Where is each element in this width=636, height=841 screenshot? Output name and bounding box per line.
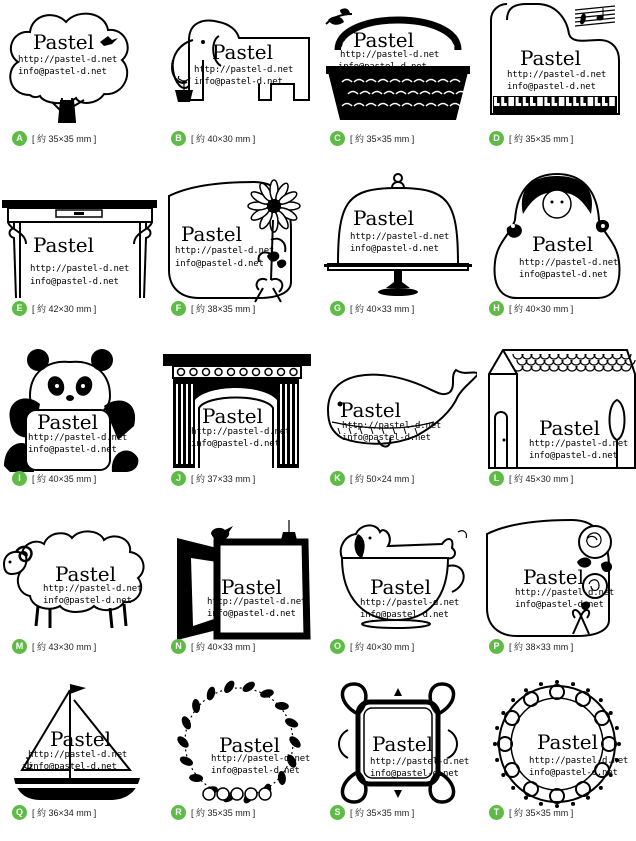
- stamp-name: Pastel: [353, 206, 415, 230]
- stamp-name: Pastel: [537, 730, 599, 754]
- stamp-item-s: [318, 674, 477, 841]
- stamp-email: info@pastel-d.net: [342, 433, 431, 443]
- stamp-item-m: [0, 508, 159, 675]
- stamp-url: http://pastel-d.net: [207, 597, 307, 607]
- stamp-item-o: [318, 508, 477, 675]
- stamp-caption: [159, 300, 318, 318]
- stamp-name: Pastel: [50, 727, 112, 751]
- stamp-size-label: [ 約 40×30 mm ]: [350, 642, 415, 652]
- stamp-item-f: [159, 170, 318, 337]
- stamp-name: Pastel: [221, 575, 283, 599]
- stamp-name: Pastel: [353, 28, 415, 52]
- stamp-url: http://pastel-d.net: [340, 50, 440, 60]
- stamp-size-label: [ 約 40×35 mm ]: [32, 474, 97, 484]
- stamp-letter-badge: N: [171, 639, 186, 654]
- stamp-caption: [318, 300, 477, 318]
- stamp-caption: [0, 804, 159, 822]
- stamp-caption: [159, 804, 318, 822]
- stamp-url: http://pastel-d.net: [211, 754, 311, 764]
- stamp-letter-badge: S: [330, 805, 345, 820]
- stamp-size-label: [ 約 36×34 mm ]: [32, 808, 97, 818]
- stamp-email: info@pastel-d.net: [175, 259, 264, 269]
- stamp-url: http://pastel-d.net: [28, 750, 128, 760]
- stamp-letter-badge: T: [489, 805, 504, 820]
- stamp-url: http://pastel-d.net: [30, 264, 130, 274]
- stamp-item-h: [477, 170, 636, 337]
- stamp-size-label: [ 約 40×30 mm ]: [509, 304, 574, 314]
- stamp-letter-badge: E: [12, 301, 27, 316]
- stamp-caption: [318, 470, 477, 488]
- stamp-letter-badge: L: [489, 471, 504, 486]
- stamp-name: Pastel: [539, 416, 601, 440]
- stamp-size-label: [ 約 35×35 mm ]: [350, 808, 415, 818]
- stamp-caption: [477, 300, 636, 318]
- stamp-size-label: [ 約 40×30 mm ]: [191, 134, 256, 144]
- stamp-letter-badge: H: [489, 301, 504, 316]
- stamp-caption: [477, 470, 636, 488]
- stamp-size-label: [ 約 35×35 mm ]: [32, 134, 97, 144]
- stamp-email: info@pastel-d.net: [519, 270, 608, 280]
- stamp-url: http://pastel-d.net: [194, 65, 294, 75]
- stamp-url: http://pastel-d.net: [175, 246, 275, 256]
- stamp-letter-badge: A: [12, 131, 27, 146]
- stamp-item-j: [159, 340, 318, 507]
- stamp-item-k: [318, 340, 477, 507]
- stamp-email: info@pastel-d.net: [30, 277, 119, 287]
- stamp-item-g: [318, 170, 477, 337]
- stamp-email: info@pastel-d.net: [18, 67, 107, 77]
- stamp-url: http://pastel-d.net: [529, 756, 629, 766]
- stamp-letter-badge: J: [171, 471, 186, 486]
- stamp-letter-badge: P: [489, 639, 504, 654]
- stamp-item-p: [477, 508, 636, 675]
- stamp-name: Pastel: [372, 732, 434, 756]
- stamp-caption: [318, 130, 477, 148]
- stamp-name: Pastel: [37, 410, 99, 434]
- stamp-letter-badge: R: [171, 805, 186, 820]
- stamp-size-label: [ 約 35×35 mm ]: [509, 808, 574, 818]
- stamp-item-a: [0, 0, 159, 167]
- stamp-caption: [318, 804, 477, 822]
- stamp-email: info@pastel-d.net: [370, 769, 459, 779]
- stamp-size-label: [ 約 40×33 mm ]: [191, 642, 256, 652]
- stamp-item-b: [159, 0, 318, 167]
- stamp-email: info@pastel-d.net: [28, 445, 117, 455]
- stamp-email: info@pastel-d.net: [194, 77, 283, 87]
- stamp-letter-badge: C: [330, 131, 345, 146]
- stamp-size-label: [ 約 37×33 mm ]: [191, 474, 256, 484]
- stamp-url: http://pastel-d.net: [515, 588, 615, 598]
- stamp-name: Pastel: [340, 398, 402, 422]
- stamp-name: Pastel: [219, 733, 281, 757]
- stamp-item-d: [477, 0, 636, 167]
- stamp-letter-badge: G: [330, 301, 345, 316]
- stamp-item-q: [0, 674, 159, 841]
- stamp-size-label: [ 約 45×30 mm ]: [509, 474, 574, 484]
- stamp-url: http://pastel-d.net: [28, 433, 128, 443]
- stamp-item-i: [0, 340, 159, 507]
- stamp-url: http://pastel-d.net: [191, 427, 291, 437]
- stamp-letter-badge: F: [171, 301, 186, 316]
- stamp-caption: [477, 804, 636, 822]
- stamp-letter-badge: I: [12, 471, 27, 486]
- stamp-caption: [477, 130, 636, 148]
- stamp-email: info@pastel-d.net: [207, 609, 296, 619]
- stamp-email: info@pastel-d.net: [360, 610, 449, 620]
- stamp-letter-badge: D: [489, 131, 504, 146]
- stamp-email: info@pastel-d.net: [507, 82, 596, 92]
- stamp-url: http://pastel-d.net: [370, 757, 470, 767]
- stamp-url: http://pastel-d.net: [360, 598, 460, 608]
- stamp-caption: [159, 470, 318, 488]
- stamp-caption: [318, 638, 477, 656]
- stamp-url: http://pastel-d.net: [342, 421, 442, 431]
- stamp-email: info@pastel-d.net: [211, 766, 300, 776]
- stamp-url: http://pastel-d.net: [18, 55, 118, 65]
- stamp-name: Pastel: [33, 30, 95, 54]
- stamp-item-e: [0, 170, 159, 337]
- stamp-letter-badge: Q: [12, 805, 27, 820]
- stamp-url: http://pastel-d.net: [43, 584, 143, 594]
- stamp-email: info@pastel-d.net: [350, 244, 439, 254]
- stamp-size-label: [ 約 35×35 mm ]: [350, 134, 415, 144]
- stamp-caption: [0, 130, 159, 148]
- stamp-item-t: [477, 674, 636, 841]
- stamp-name: Pastel: [370, 575, 432, 599]
- stamp-url: http://pastel-d.net: [529, 439, 629, 449]
- stamp-size-label: [ 約 43×30 mm ]: [32, 642, 97, 652]
- stamp-caption: [0, 300, 159, 318]
- stamp-name: Pastel: [202, 404, 264, 428]
- stamp-name: Pastel: [212, 40, 274, 64]
- stamp-size-label: [ 約 50×24 mm ]: [350, 474, 415, 484]
- stamp-size-label: [ 約 42×30 mm ]: [32, 304, 97, 314]
- stamp-caption: [159, 638, 318, 656]
- stamp-letter-badge: O: [330, 639, 345, 654]
- stamp-caption: [0, 638, 159, 656]
- stamp-letter-badge: B: [171, 131, 186, 146]
- stamp-email: info@pastel-d.net: [515, 600, 604, 610]
- stamp-item-r: [159, 674, 318, 841]
- stamp-caption: [159, 130, 318, 148]
- stamp-name: Pastel: [520, 46, 582, 70]
- stamp-letter-badge: K: [330, 471, 345, 486]
- stamp-name: Pastel: [181, 222, 243, 246]
- stamp-item-l: [477, 340, 636, 507]
- stamp-size-label: [ 約 38×35 mm ]: [191, 304, 256, 314]
- stamp-item-n: [159, 508, 318, 675]
- stamp-url: http://pastel-d.net: [350, 232, 450, 242]
- stamp-size-label: [ 約 38×33 mm ]: [509, 642, 574, 652]
- stamp-caption: [0, 470, 159, 488]
- stamp-url: http://pastel-d.net: [519, 258, 619, 268]
- stamp-size-label: [ 約 35×35 mm ]: [191, 808, 256, 818]
- stamp-name: Pastel: [33, 233, 95, 257]
- stamp-name: Pastel: [55, 562, 117, 586]
- stamp-url: http://pastel-d.net: [507, 70, 607, 80]
- stamp-email: info@pastel-d.net: [43, 596, 132, 606]
- stamp-email: info@pastel-d.net: [338, 62, 427, 72]
- stamp-email: info@pastel-d.net: [529, 451, 618, 461]
- stamp-name: Pastel: [532, 232, 594, 256]
- stamp-email: info@pastel-d.net: [191, 439, 280, 449]
- stamp-name: Pastel: [523, 565, 585, 589]
- stamp-size-label: [ 約 40×33 mm ]: [350, 304, 415, 314]
- stamp-item-c: [318, 0, 477, 167]
- stamp-caption: [477, 638, 636, 656]
- stamp-letter-badge: M: [12, 639, 27, 654]
- stamp-email: info@pastel-d.net: [28, 762, 117, 772]
- stamp-size-label: [ 約 35×35 mm ]: [509, 134, 574, 144]
- stamp-email: info@pastel-d.net: [529, 768, 618, 778]
